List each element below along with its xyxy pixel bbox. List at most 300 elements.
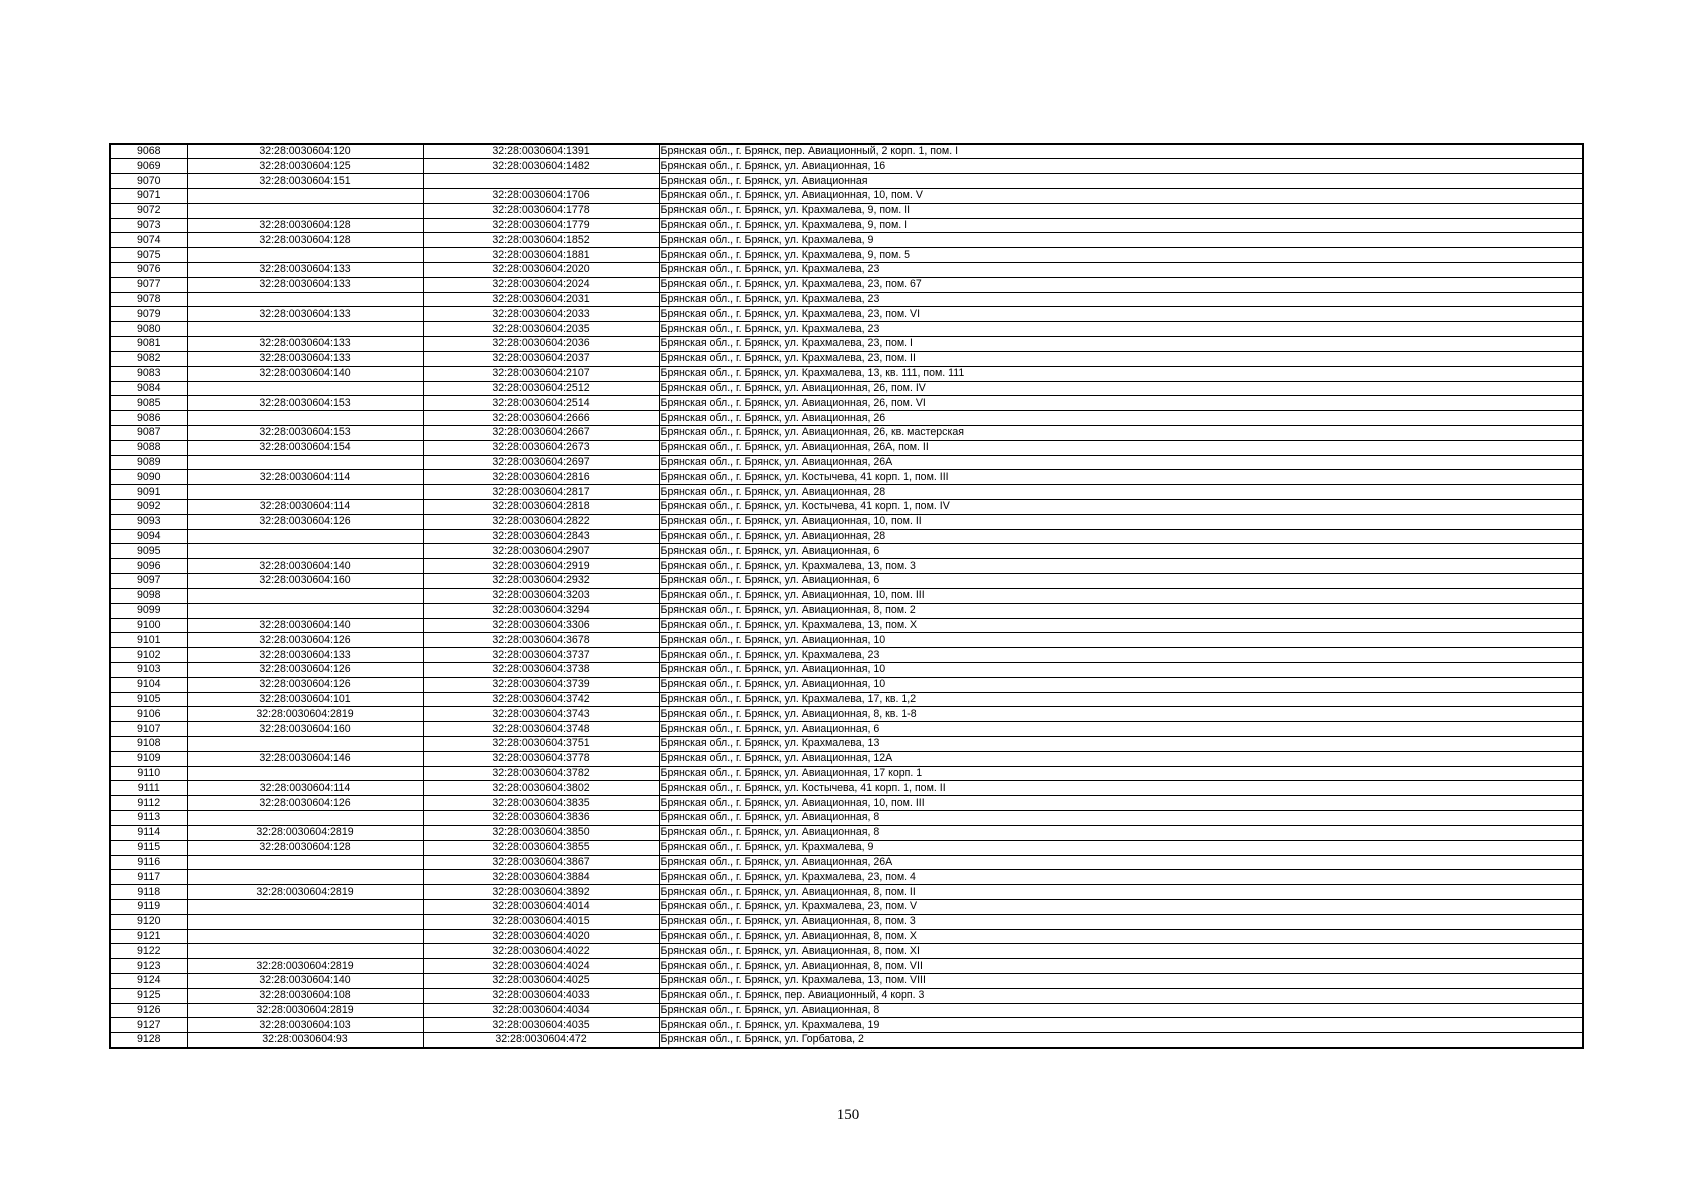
- parent-cadastral-number-cell: 32:28:0030604:2819: [187, 885, 423, 900]
- parent-cadastral-number-cell: 32:28:0030604:128: [187, 840, 423, 855]
- row-number-cell: 9117: [110, 870, 187, 885]
- object-cadastral-number-cell: 32:28:0030604:2666: [423, 411, 659, 426]
- table-row: [110, 425, 1583, 440]
- object-cadastral-number-cell: 32:28:0030604:3739: [423, 677, 659, 692]
- address-cell: Брянская обл., г. Брянск, ул. Крахмалева, 13, пом. 3: [659, 559, 1583, 574]
- row-number-cell: 9110: [110, 766, 187, 781]
- address-cell: Брянская обл., г. Брянск, ул. Крахмалева, 23, пом. V: [659, 899, 1583, 914]
- parent-cadastral-number-cell: 32:28:0030604:108: [187, 988, 423, 1003]
- object-cadastral-number-cell: 32:28:0030604:2024: [423, 277, 659, 292]
- address-cell: Брянская обл., г. Брянск, ул. Крахмалева, 13, пом. VIII: [659, 974, 1583, 989]
- parent-cadastral-number-cell: 32:28:0030604:2819: [187, 1003, 423, 1018]
- table-row: [110, 174, 1583, 189]
- table-row: [110, 751, 1583, 766]
- object-cadastral-number-cell: 32:28:0030604:2020: [423, 263, 659, 278]
- object-cadastral-number-cell: 32:28:0030604:2107: [423, 366, 659, 381]
- table-row: [110, 988, 1583, 1003]
- parent-cadastral-number-cell: [187, 248, 423, 263]
- object-cadastral-number-cell: 32:28:0030604:2036: [423, 337, 659, 352]
- row-number-cell: 9100: [110, 618, 187, 633]
- parent-cadastral-number-cell: 32:28:0030604:126: [187, 514, 423, 529]
- row-number-cell: 9068: [110, 144, 187, 159]
- row-number-cell: 9102: [110, 648, 187, 663]
- object-cadastral-number-cell: 32:28:0030604:3742: [423, 692, 659, 707]
- table-row: [110, 618, 1583, 633]
- address-cell: Брянская обл., г. Брянск, ул. Авиационная, 8, пом. 3: [659, 914, 1583, 929]
- table-row: [110, 159, 1583, 174]
- parent-cadastral-number-cell: 32:28:0030604:140: [187, 366, 423, 381]
- parent-cadastral-number-cell: [187, 899, 423, 914]
- address-cell: Брянская обл., г. Брянск, ул. Крахмалева, 19: [659, 1018, 1583, 1033]
- object-cadastral-number-cell: 32:28:0030604:1778: [423, 203, 659, 218]
- row-number-cell: 9104: [110, 677, 187, 692]
- parent-cadastral-number-cell: [187, 544, 423, 559]
- table-row: [110, 825, 1583, 840]
- row-number-cell: 9096: [110, 559, 187, 574]
- address-cell: Брянская обл., г. Брянск, ул. Крахмалева, 23, пом. II: [659, 351, 1583, 366]
- row-number-cell: 9099: [110, 603, 187, 618]
- row-number-cell: 9077: [110, 277, 187, 292]
- address-cell: Брянская обл., г. Брянск, ул. Авиационная, 26: [659, 411, 1583, 426]
- object-cadastral-number-cell: 32:28:0030604:2907: [423, 544, 659, 559]
- row-number-cell: 9103: [110, 662, 187, 677]
- object-cadastral-number-cell: [423, 174, 659, 189]
- table-row: [110, 633, 1583, 648]
- row-number-cell: 9095: [110, 544, 187, 559]
- object-cadastral-number-cell: 32:28:0030604:2816: [423, 470, 659, 485]
- row-number-cell: 9128: [110, 1033, 187, 1048]
- parent-cadastral-number-cell: 32:28:0030604:128: [187, 218, 423, 233]
- table-row: [110, 411, 1583, 426]
- parent-cadastral-number-cell: [187, 811, 423, 826]
- object-cadastral-number-cell: 32:28:0030604:1482: [423, 159, 659, 174]
- parent-cadastral-number-cell: 32:28:0030604:101: [187, 692, 423, 707]
- address-cell: Брянская обл., г. Брянск, пер. Авиационный, 2 корп. 1, пом. I: [659, 144, 1583, 159]
- table-row: [110, 588, 1583, 603]
- address-cell: Брянская обл., г. Брянск, ул. Авиационная, 12А: [659, 751, 1583, 766]
- address-cell: Брянская обл., г. Брянск, ул. Авиационная, 8, пом. II: [659, 885, 1583, 900]
- row-number-cell: 9115: [110, 840, 187, 855]
- parent-cadastral-number-cell: 32:28:0030604:126: [187, 796, 423, 811]
- address-cell: Брянская обл., г. Брянск, ул. Авиационная, 6: [659, 722, 1583, 737]
- object-cadastral-number-cell: 32:28:0030604:3678: [423, 633, 659, 648]
- object-cadastral-number-cell: 32:28:0030604:4024: [423, 959, 659, 974]
- object-cadastral-number-cell: 32:28:0030604:1706: [423, 188, 659, 203]
- row-number-cell: 9124: [110, 974, 187, 989]
- table-row: [110, 218, 1583, 233]
- row-number-cell: 9101: [110, 633, 187, 648]
- row-number-cell: 9090: [110, 470, 187, 485]
- table-row: [110, 914, 1583, 929]
- table-row: [110, 203, 1583, 218]
- table-row: [110, 233, 1583, 248]
- object-cadastral-number-cell: 32:28:0030604:472: [423, 1033, 659, 1048]
- table-row: [110, 144, 1583, 159]
- object-cadastral-number-cell: 32:28:0030604:2512: [423, 381, 659, 396]
- object-cadastral-number-cell: 32:28:0030604:3748: [423, 722, 659, 737]
- table-row: [110, 500, 1583, 515]
- address-cell: Брянская обл., г. Брянск, ул. Горбатова, 2: [659, 1033, 1583, 1048]
- table-row: [110, 840, 1583, 855]
- object-cadastral-number-cell: 32:28:0030604:4022: [423, 944, 659, 959]
- address-cell: Брянская обл., г. Брянск, ул. Авиационная, 10: [659, 633, 1583, 648]
- row-number-cell: 9118: [110, 885, 187, 900]
- row-number-cell: 9126: [110, 1003, 187, 1018]
- object-cadastral-number-cell: 32:28:0030604:4034: [423, 1003, 659, 1018]
- row-number-cell: 9113: [110, 811, 187, 826]
- object-cadastral-number-cell: 32:28:0030604:3203: [423, 588, 659, 603]
- object-cadastral-number-cell: 32:28:0030604:4014: [423, 899, 659, 914]
- address-cell: Брянская обл., г. Брянск, ул. Крахмалева, 9, пом. II: [659, 203, 1583, 218]
- address-cell: Брянская обл., г. Брянск, ул. Авиационная, 6: [659, 544, 1583, 559]
- table-row: [110, 707, 1583, 722]
- table-row: [110, 796, 1583, 811]
- row-number-cell: 9122: [110, 944, 187, 959]
- parent-cadastral-number-cell: [187, 322, 423, 337]
- table-row: [110, 559, 1583, 574]
- object-cadastral-number-cell: 32:28:0030604:3892: [423, 885, 659, 900]
- object-cadastral-number-cell: 32:28:0030604:2697: [423, 455, 659, 470]
- parent-cadastral-number-cell: 32:28:0030604:114: [187, 781, 423, 796]
- object-cadastral-number-cell: 32:28:0030604:3836: [423, 811, 659, 826]
- row-number-cell: 9080: [110, 322, 187, 337]
- address-cell: Брянская обл., г. Брянск, ул. Костычева, 41 корп. 1, пом. II: [659, 781, 1583, 796]
- address-cell: Брянская обл., г. Брянск, ул. Крахмалева, 13: [659, 737, 1583, 752]
- table-row: [110, 944, 1583, 959]
- object-cadastral-number-cell: 32:28:0030604:4025: [423, 974, 659, 989]
- row-number-cell: 9088: [110, 440, 187, 455]
- object-cadastral-number-cell: 32:28:0030604:4035: [423, 1018, 659, 1033]
- address-cell: Брянская обл., г. Брянск, ул. Крахмалева, 23: [659, 263, 1583, 278]
- address-cell: Брянская обл., г. Брянск, ул. Авиационная, 26А: [659, 855, 1583, 870]
- parent-cadastral-number-cell: 32:28:0030604:160: [187, 722, 423, 737]
- object-cadastral-number-cell: 32:28:0030604:1852: [423, 233, 659, 248]
- object-cadastral-number-cell: 32:28:0030604:2843: [423, 529, 659, 544]
- row-number-cell: 9092: [110, 500, 187, 515]
- parent-cadastral-number-cell: 32:28:0030604:133: [187, 351, 423, 366]
- address-cell: Брянская обл., г. Брянск, ул. Авиационная, 28: [659, 485, 1583, 500]
- table-row: [110, 396, 1583, 411]
- parent-cadastral-number-cell: [187, 766, 423, 781]
- object-cadastral-number-cell: 32:28:0030604:2035: [423, 322, 659, 337]
- object-cadastral-number-cell: 32:28:0030604:4020: [423, 929, 659, 944]
- table-body: [110, 144, 1583, 1048]
- address-cell: Брянская обл., г. Брянск, ул. Крахмалева, 23: [659, 292, 1583, 307]
- table-row: [110, 811, 1583, 826]
- parent-cadastral-number-cell: 32:28:0030604:2819: [187, 959, 423, 974]
- object-cadastral-number-cell: 32:28:0030604:2037: [423, 351, 659, 366]
- parent-cadastral-number-cell: 32:28:0030604:146: [187, 751, 423, 766]
- table-row: [110, 974, 1583, 989]
- address-cell: Брянская обл., г. Брянск, ул. Крахмалева, 17, кв. 1,2: [659, 692, 1583, 707]
- table-row: [110, 470, 1583, 485]
- object-cadastral-number-cell: 32:28:0030604:2919: [423, 559, 659, 574]
- parent-cadastral-number-cell: [187, 381, 423, 396]
- table-row: [110, 248, 1583, 263]
- row-number-cell: 9072: [110, 203, 187, 218]
- object-cadastral-number-cell: 32:28:0030604:2033: [423, 307, 659, 322]
- parent-cadastral-number-cell: [187, 855, 423, 870]
- object-cadastral-number-cell: 32:28:0030604:3294: [423, 603, 659, 618]
- parent-cadastral-number-cell: [187, 455, 423, 470]
- address-cell: Брянская обл., г. Брянск, ул. Авиационная, 8, кв. 1-8: [659, 707, 1583, 722]
- row-number-cell: 9125: [110, 988, 187, 1003]
- row-number-cell: 9123: [110, 959, 187, 974]
- parent-cadastral-number-cell: 32:28:0030604:133: [187, 263, 423, 278]
- parent-cadastral-number-cell: 32:28:0030604:103: [187, 1018, 423, 1033]
- table-row: [110, 885, 1583, 900]
- parent-cadastral-number-cell: 32:28:0030604:140: [187, 559, 423, 574]
- table-row: [110, 855, 1583, 870]
- table-row: [110, 662, 1583, 677]
- table-row: [110, 322, 1583, 337]
- object-cadastral-number-cell: 32:28:0030604:2667: [423, 425, 659, 440]
- table-row: [110, 440, 1583, 455]
- address-cell: Брянская обл., г. Брянск, ул. Авиационная, 26, пом. VI: [659, 396, 1583, 411]
- object-cadastral-number-cell: 32:28:0030604:2818: [423, 500, 659, 515]
- row-number-cell: 9082: [110, 351, 187, 366]
- object-cadastral-number-cell: 32:28:0030604:3855: [423, 840, 659, 855]
- table-row: [110, 455, 1583, 470]
- parent-cadastral-number-cell: 32:28:0030604:133: [187, 307, 423, 322]
- row-number-cell: 9091: [110, 485, 187, 500]
- parent-cadastral-number-cell: [187, 737, 423, 752]
- row-number-cell: 9106: [110, 707, 187, 722]
- table-row: [110, 381, 1583, 396]
- object-cadastral-number-cell: 32:28:0030604:3737: [423, 648, 659, 663]
- address-cell: Брянская обл., г. Брянск, ул. Крахмалева, 13, кв. 111, пом. 111: [659, 366, 1583, 381]
- table-row: [110, 722, 1583, 737]
- address-cell: Брянская обл., г. Брянск, пер. Авиационный, 4 корп. 3: [659, 988, 1583, 1003]
- table-row: [110, 307, 1583, 322]
- parent-cadastral-number-cell: 32:28:0030604:2819: [187, 825, 423, 840]
- cadastral-table: [109, 143, 1584, 1049]
- address-cell: Брянская обл., г. Брянск, ул. Авиационная, 8, пом. XI: [659, 944, 1583, 959]
- table-row: [110, 1018, 1583, 1033]
- row-number-cell: 9119: [110, 899, 187, 914]
- parent-cadastral-number-cell: 32:28:0030604:125: [187, 159, 423, 174]
- parent-cadastral-number-cell: [187, 188, 423, 203]
- object-cadastral-number-cell: 32:28:0030604:3751: [423, 737, 659, 752]
- table-row: [110, 1033, 1583, 1048]
- address-cell: Брянская обл., г. Брянск, ул. Авиационная: [659, 174, 1583, 189]
- row-number-cell: 9105: [110, 692, 187, 707]
- address-cell: Брянская обл., г. Брянск, ул. Авиационная, 26, пом. IV: [659, 381, 1583, 396]
- row-number-cell: 9081: [110, 337, 187, 352]
- address-cell: Брянская обл., г. Брянск, ул. Авиационная, 16: [659, 159, 1583, 174]
- address-cell: Брянская обл., г. Брянск, ул. Авиационная, 28: [659, 529, 1583, 544]
- table-row: [110, 263, 1583, 278]
- address-cell: Брянская обл., г. Брянск, ул. Авиационная, 8, пом. 2: [659, 603, 1583, 618]
- row-number-cell: 9085: [110, 396, 187, 411]
- parent-cadastral-number-cell: [187, 411, 423, 426]
- address-cell: Брянская обл., г. Брянск, ул. Крахмалева, 9: [659, 233, 1583, 248]
- row-number-cell: 9079: [110, 307, 187, 322]
- parent-cadastral-number-cell: [187, 485, 423, 500]
- address-cell: Брянская обл., г. Брянск, ул. Крахмалева, 23, пом. 4: [659, 870, 1583, 885]
- parent-cadastral-number-cell: [187, 914, 423, 929]
- row-number-cell: 9121: [110, 929, 187, 944]
- table-row: [110, 351, 1583, 366]
- parent-cadastral-number-cell: 32:28:0030604:93: [187, 1033, 423, 1048]
- object-cadastral-number-cell: 32:28:0030604:4015: [423, 914, 659, 929]
- row-number-cell: 9120: [110, 914, 187, 929]
- table-row: [110, 366, 1583, 381]
- address-cell: Брянская обл., г. Брянск, ул. Крахмалева, 23: [659, 322, 1583, 337]
- table-row: [110, 188, 1583, 203]
- address-cell: Брянская обл., г. Брянск, ул. Крахмалева, 23, пом. 67: [659, 277, 1583, 292]
- address-cell: Брянская обл., г. Брянск, ул. Авиационная, 10: [659, 662, 1583, 677]
- address-cell: Брянская обл., г. Брянск, ул. Костычева, 41 корп. 1, пом. IV: [659, 500, 1583, 515]
- table-row: [110, 781, 1583, 796]
- object-cadastral-number-cell: 32:28:0030604:3782: [423, 766, 659, 781]
- row-number-cell: 9086: [110, 411, 187, 426]
- row-number-cell: 9109: [110, 751, 187, 766]
- parent-cadastral-number-cell: 32:28:0030604:2819: [187, 707, 423, 722]
- address-cell: Брянская обл., г. Брянск, ул. Авиационная, 17 корп. 1: [659, 766, 1583, 781]
- parent-cadastral-number-cell: [187, 603, 423, 618]
- table-row: [110, 277, 1583, 292]
- parent-cadastral-number-cell: 32:28:0030604:160: [187, 574, 423, 589]
- object-cadastral-number-cell: 32:28:0030604:3738: [423, 662, 659, 677]
- parent-cadastral-number-cell: [187, 203, 423, 218]
- object-cadastral-number-cell: 32:28:0030604:2822: [423, 514, 659, 529]
- row-number-cell: 9076: [110, 263, 187, 278]
- row-number-cell: 9093: [110, 514, 187, 529]
- object-cadastral-number-cell: 32:28:0030604:2932: [423, 574, 659, 589]
- parent-cadastral-number-cell: 32:28:0030604:120: [187, 144, 423, 159]
- object-cadastral-number-cell: 32:28:0030604:1391: [423, 144, 659, 159]
- object-cadastral-number-cell: 32:28:0030604:3867: [423, 855, 659, 870]
- parent-cadastral-number-cell: [187, 929, 423, 944]
- address-cell: Брянская обл., г. Брянск, ул. Крахмалева, 23, пом. I: [659, 337, 1583, 352]
- object-cadastral-number-cell: 32:28:0030604:3306: [423, 618, 659, 633]
- parent-cadastral-number-cell: 32:28:0030604:153: [187, 396, 423, 411]
- address-cell: Брянская обл., г. Брянск, ул. Авиационная, 6: [659, 574, 1583, 589]
- object-cadastral-number-cell: 32:28:0030604:4033: [423, 988, 659, 1003]
- address-cell: Брянская обл., г. Брянск, ул. Авиационная, 8: [659, 1003, 1583, 1018]
- parent-cadastral-number-cell: 32:28:0030604:114: [187, 500, 423, 515]
- row-number-cell: 9089: [110, 455, 187, 470]
- address-cell: Брянская обл., г. Брянск, ул. Авиационная, 8, пом. X: [659, 929, 1583, 944]
- parent-cadastral-number-cell: 32:28:0030604:154: [187, 440, 423, 455]
- row-number-cell: 9097: [110, 574, 187, 589]
- parent-cadastral-number-cell: 32:28:0030604:151: [187, 174, 423, 189]
- address-cell: Брянская обл., г. Брянск, ул. Авиационная, 10, пом. III: [659, 796, 1583, 811]
- address-cell: Брянская обл., г. Брянск, ул. Костычева, 41 корп. 1, пом. III: [659, 470, 1583, 485]
- table-row: [110, 514, 1583, 529]
- table-row: [110, 603, 1583, 618]
- table-row: [110, 337, 1583, 352]
- table-row: [110, 692, 1583, 707]
- object-cadastral-number-cell: 32:28:0030604:3743: [423, 707, 659, 722]
- address-cell: Брянская обл., г. Брянск, ул. Крахмалева, 9, пом. I: [659, 218, 1583, 233]
- row-number-cell: 9094: [110, 529, 187, 544]
- parent-cadastral-number-cell: 32:28:0030604:126: [187, 677, 423, 692]
- row-number-cell: 9108: [110, 737, 187, 752]
- row-number-cell: 9070: [110, 174, 187, 189]
- table-row: [110, 292, 1583, 307]
- address-cell: Брянская обл., г. Брянск, ул. Крахмалева, 23, пом. VI: [659, 307, 1583, 322]
- address-cell: Брянская обл., г. Брянск, ул. Крахмалева, 9: [659, 840, 1583, 855]
- row-number-cell: 9114: [110, 825, 187, 840]
- address-cell: Брянская обл., г. Брянск, ул. Крахмалева, 23: [659, 648, 1583, 663]
- parent-cadastral-number-cell: [187, 292, 423, 307]
- object-cadastral-number-cell: 32:28:0030604:2673: [423, 440, 659, 455]
- parent-cadastral-number-cell: [187, 529, 423, 544]
- object-cadastral-number-cell: 32:28:0030604:3884: [423, 870, 659, 885]
- object-cadastral-number-cell: 32:28:0030604:2514: [423, 396, 659, 411]
- object-cadastral-number-cell: 32:28:0030604:1779: [423, 218, 659, 233]
- parent-cadastral-number-cell: 32:28:0030604:128: [187, 233, 423, 248]
- table-row: [110, 574, 1583, 589]
- parent-cadastral-number-cell: [187, 588, 423, 603]
- table-row: [110, 648, 1583, 663]
- address-cell: Брянская обл., г. Брянск, ул. Авиационная, 10, пом. V: [659, 188, 1583, 203]
- parent-cadastral-number-cell: [187, 944, 423, 959]
- row-number-cell: 9107: [110, 722, 187, 737]
- object-cadastral-number-cell: 32:28:0030604:2817: [423, 485, 659, 500]
- parent-cadastral-number-cell: 32:28:0030604:133: [187, 648, 423, 663]
- row-number-cell: 9074: [110, 233, 187, 248]
- address-cell: Брянская обл., г. Брянск, ул. Авиационная, 26А, пом. II: [659, 440, 1583, 455]
- address-cell: Брянская обл., г. Брянск, ул. Крахмалева, 13, пом. X: [659, 618, 1583, 633]
- table-row: [110, 1003, 1583, 1018]
- parent-cadastral-number-cell: 32:28:0030604:140: [187, 974, 423, 989]
- parent-cadastral-number-cell: 32:28:0030604:133: [187, 337, 423, 352]
- table-row: [110, 485, 1583, 500]
- parent-cadastral-number-cell: 32:28:0030604:153: [187, 425, 423, 440]
- address-cell: Брянская обл., г. Брянск, ул. Авиационная, 8: [659, 825, 1583, 840]
- parent-cadastral-number-cell: 32:28:0030604:114: [187, 470, 423, 485]
- parent-cadastral-number-cell: 32:28:0030604:126: [187, 662, 423, 677]
- table-row: [110, 929, 1583, 944]
- row-number-cell: 9127: [110, 1018, 187, 1033]
- row-number-cell: 9111: [110, 781, 187, 796]
- object-cadastral-number-cell: 32:28:0030604:3850: [423, 825, 659, 840]
- row-number-cell: 9087: [110, 425, 187, 440]
- object-cadastral-number-cell: 32:28:0030604:3802: [423, 781, 659, 796]
- row-number-cell: 9112: [110, 796, 187, 811]
- parent-cadastral-number-cell: 32:28:0030604:133: [187, 277, 423, 292]
- address-cell: Брянская обл., г. Брянск, ул. Авиационная, 10, пом. II: [659, 514, 1583, 529]
- table-row: [110, 737, 1583, 752]
- address-cell: Брянская обл., г. Брянск, ул. Авиационная, 26А: [659, 455, 1583, 470]
- row-number-cell: 9098: [110, 588, 187, 603]
- table-row: [110, 544, 1583, 559]
- parent-cadastral-number-cell: 32:28:0030604:126: [187, 633, 423, 648]
- address-cell: Брянская обл., г. Брянск, ул. Авиационная, 8, пом. VII: [659, 959, 1583, 974]
- object-cadastral-number-cell: 32:28:0030604:3778: [423, 751, 659, 766]
- table-row: [110, 899, 1583, 914]
- address-cell: Брянская обл., г. Брянск, ул. Авиационная, 8: [659, 811, 1583, 826]
- row-number-cell: 9116: [110, 855, 187, 870]
- table-row: [110, 959, 1583, 974]
- address-cell: Брянская обл., г. Брянск, ул. Крахмалева, 9, пом. 5: [659, 248, 1583, 263]
- table-row: [110, 766, 1583, 781]
- row-number-cell: 9075: [110, 248, 187, 263]
- object-cadastral-number-cell: 32:28:0030604:1881: [423, 248, 659, 263]
- parent-cadastral-number-cell: [187, 870, 423, 885]
- address-cell: Брянская обл., г. Брянск, ул. Авиационная, 10, пом. III: [659, 588, 1583, 603]
- row-number-cell: 9084: [110, 381, 187, 396]
- address-cell: Брянская обл., г. Брянск, ул. Авиационная, 10: [659, 677, 1583, 692]
- table-row: [110, 870, 1583, 885]
- page-number: 150: [836, 1107, 860, 1123]
- row-number-cell: 9071: [110, 188, 187, 203]
- address-cell: Брянская обл., г. Брянск, ул. Авиационная, 26, кв. мастерская: [659, 425, 1583, 440]
- row-number-cell: 9073: [110, 218, 187, 233]
